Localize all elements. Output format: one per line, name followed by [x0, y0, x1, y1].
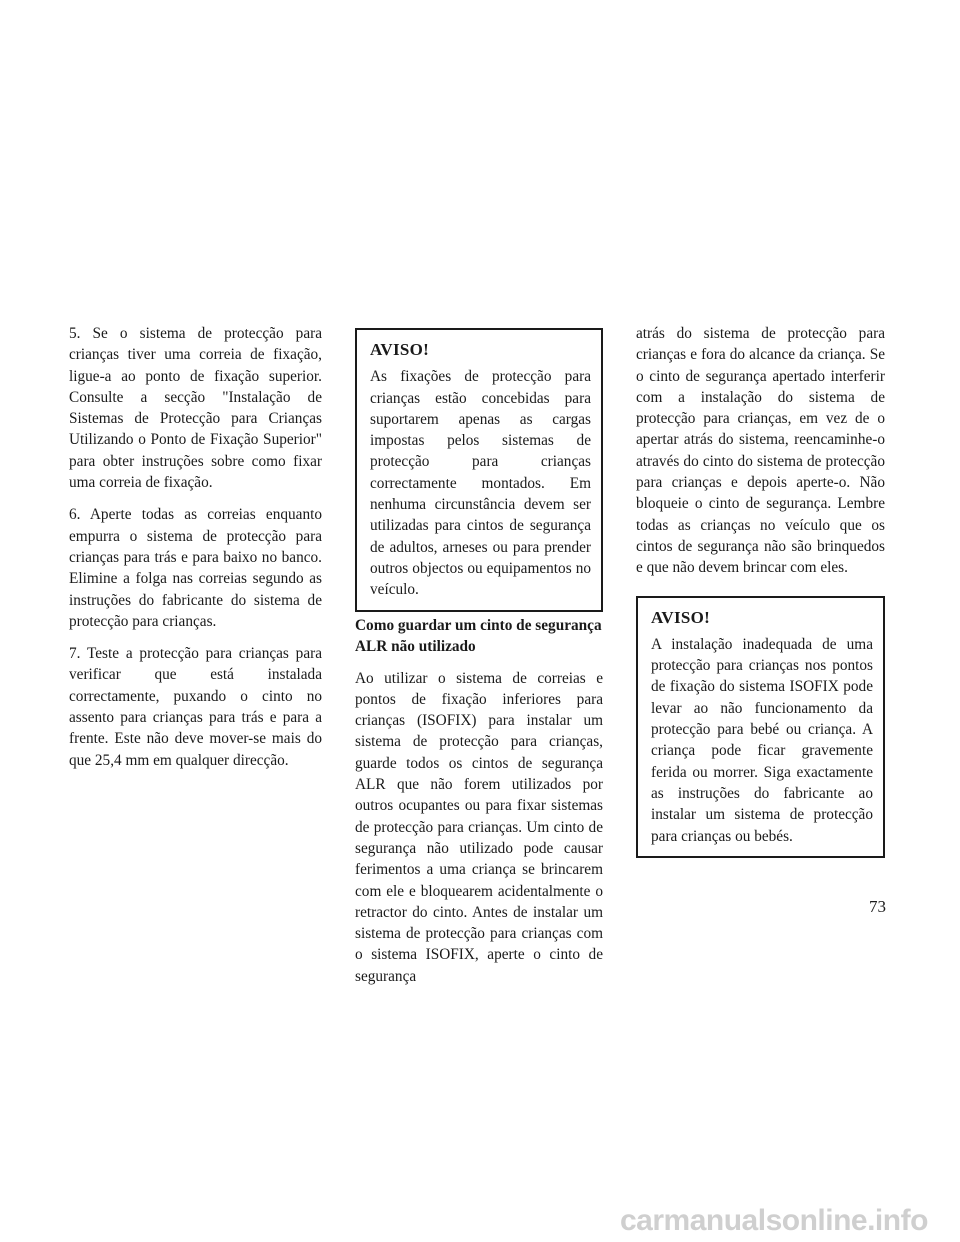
section-subheading: Como guardar um cinto de segurança ALR não utilizado: [355, 616, 602, 655]
page-number: 73: [869, 897, 886, 916]
warning-box-anchorages: [355, 328, 603, 612]
middle-column: [355, 323, 603, 998]
warning-box-isofix: [636, 596, 885, 858]
step-6-paragraph: 6. Aperte todas as correias enquanto empurra o sistema de protecção para crianças para trás e para baixo no banco. Elimine a folga nas correias segundo as instruções do fabricante do sistema de protecção para crianças.: [69, 506, 322, 630]
warning-text: A instalação inadequada de uma protecção para crianças nos pontos de fixação do sistema ISOFIX pode levar ao não funcionamento da protecção para bebé ou criança. A criança pode ficar gravemente ferida ou morrer. Siga exactamente as instruções do fabricante ao instalar um sistema de protecção para crianças ou bebés.: [651, 635, 873, 845]
watermark: carmanualsonline.info: [620, 1204, 928, 1237]
right-column: [636, 323, 885, 858]
step-5-paragraph: 5. Se o sistema de protecção para crianças tiver uma correia de fixação, ligue-a ao ponto de fixação superior. Consulte a secção "Instalação de Sistemas de Protecção para Crianças Utilizando o Ponto de Fixação Superior" para obter instruções sobre como fixar uma correia de fixação.: [69, 325, 322, 492]
step-7-paragraph: 7. Teste a protecção para crianças para verificar que está instalada correctamente, puxando o cinto no assento para crianças para trás e para a frente. Este não deve mover-se mais do que 25,4 mm em qualquer direcção.: [69, 645, 322, 769]
continued-paragraph: atrás do sistema de protecção para crianças e fora do alcance da criança. Se o cinto de segurança apertado interferir com a instalação do sistema de protecção para crianças, em vez de o apertar atrás do sistema, reencaminhe-o através do cinto do sistema de protecção para crianças e depois aperte-o. Não bloqueie o cinto de segurança. Lembre todas as crianças no veículo que os cintos de segurança não são brinquedos e que não devem brincar com eles.: [636, 325, 885, 577]
left-column: [69, 323, 322, 782]
alr-storage-paragraph: Ao utilizar o sistema de correias e pontos de fixação inferiores para crianças (ISOFIX) para instalar um sistema de protecção para crianças, guarde todos os cintos de segurança ALR que não forem utilizados por outros ocupantes ou para fixar sistemas de protecção para crianças. Um cinto de segurança não utilizado pode causar ferimentos a uma criança se brincarem com ele e bloquearem acidentalmente o retractor do cinto. Antes de instalar um sistema de protecção para crianças com o sistema ISOFIX, aperte o cinto de segurança: [355, 669, 603, 985]
warning-text: As fixações de protecção para crianças estão concebidas para suportarem apenas as cargas impostas pelos sistemas de protecção para crianças correctamente montados. Em nenhuma circunstância devem ser utilizadas para cintos de segurança de adultos, arneses ou para prender outros objectos ou equipamentos no veículo.: [370, 368, 591, 599]
warning-title: AVISO!: [370, 340, 430, 359]
warning-title: AVISO!: [651, 607, 711, 627]
